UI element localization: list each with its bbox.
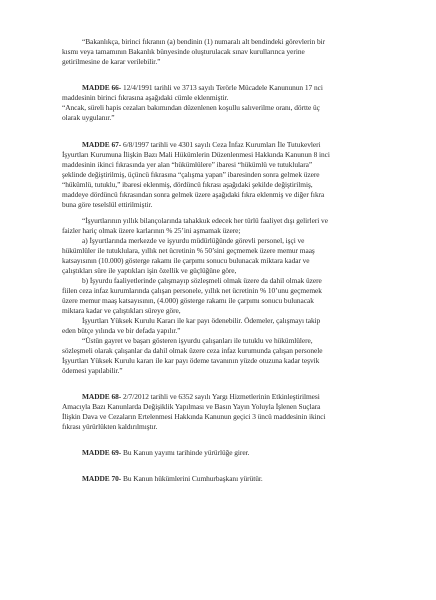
article-69-line	[82, 448, 249, 457]
text-line: üzere memur maaş katsayısının, (4.000) gösterge rakamı ile çarpımı sonucu bulunacak	[62, 296, 314, 305]
text-line: Bu Kanun hükümlerini Cumhurbaşkanı yürütür.	[121, 474, 263, 483]
text-line: katsayısının (10.000) gösterge rakamı ile çarpımı sonucu bulunacak miktara kadar ve	[62, 256, 310, 265]
text-line: İşyurtları Kurumuna İlişkin Bazı Mali Hükümlerin Düzenlenmesi Hakkında Kanunun 8 inci	[62, 150, 330, 159]
text-line: 2/7/2012 tarihli ve 6352 sayılı Yargı Hizmetlerinin Etkinleştirilmesi	[121, 392, 320, 401]
text-line: 6/8/1997 tarihli ve 4301 sayılı Ceza İnfaz Kurumları İle Tutukevleri	[121, 140, 321, 149]
text-line: çalıştıkları süre ile yaptıkları işin özellik ve güçlüğüne göre,	[62, 266, 237, 275]
text-line: eden bütçe yılında ve bir defada yapılır.”	[62, 326, 181, 335]
text-line: fıkrası yürürlükten kaldırılmıştır.	[62, 422, 158, 431]
article-66-line	[82, 83, 323, 92]
article-68-line	[82, 392, 320, 401]
article-70-heading: MADDE 70-	[82, 474, 122, 483]
text-line: “Üstün gayret ve başarı gösteren işyurdu çalışanları ile tutuklu ve hükümlülere,	[82, 336, 313, 345]
article-70-line	[82, 474, 263, 483]
text-line: Bu Kanun yayımı tarihinde yürürlüğe girer.	[121, 448, 250, 457]
text-line: faizler hariç olmak üzere karlarının % 25’ini aşmamak üzere;	[62, 226, 241, 235]
text-line: maddesinin ikinci fıkrasında yer alan “hükümlülere” ibaresi “hükümlü ve tutuklulara”	[62, 160, 313, 169]
text-line: şeklinde değiştirilmiş, üçüncü fıkrasına “çalışma yapan” ibaresinden sonra gelmek üzere	[62, 170, 320, 179]
text-line: fiilen ceza infaz kurumlarında çalışan personele, yıllık net ücretinin % 10’unu geçmemek	[62, 286, 322, 295]
text-line: hükümlüler ile tutuklulara, yıllık net ücretinin % 50’sini geçmemek üzere memur maaş	[62, 246, 315, 255]
article-67-heading: MADDE 67-	[82, 140, 122, 149]
text-line: İlişkin Dava ve Cezaların Ertelenmesi Hakkında Kanunun geçici 3 üncü maddesinin ikinci	[62, 412, 326, 421]
text-line: Amacıyla Bazı Kanunlarda Değişiklik Yapılması ve Basın Yayın Yoluyla İşlenen Suçlara	[62, 402, 321, 411]
article-67-line	[82, 140, 321, 149]
text-line: buna göre teselslül ettirilmiştir.	[62, 200, 153, 209]
text-line: İşyurtları Yüksek Kurulu Kararı ile kar payı ödenebilir. Ödemeler, çalışmayı takip	[82, 316, 321, 325]
text-line: “hükümlü, tutuklu,” ibaresi eklenmiş, dördüncü fıkrası aşağıdaki şekilde değiştirilmiş,	[62, 180, 313, 189]
text-line: olarak uygulanır.”	[62, 113, 115, 122]
text-line: maddeye dördüncü fıkrasından sonra gelmek üzere aşağıdaki fıkra eklenmiş ve diğer fıkra	[62, 190, 325, 199]
text-line: maddesinin birinci fıkrasına aşağıdaki cümle eklenmiştir.	[62, 93, 229, 102]
text-line: a) İşyurtlarında merkezde ve işyurdu müdürlüğünde görevli personel, işçi ve	[82, 236, 305, 245]
text-line: ödemesi yapılabilir.”	[62, 366, 123, 375]
text-line: “İşyurtlarının yıllık bilançolarında tahakkuk edecek her türlü faaliyet dışı gelirleri ve	[82, 216, 328, 225]
text-line: “Bakanlıkça, birinci fıkranın (a) bendinin (1) numaralı alt bendindeki görevlerin bir	[82, 37, 326, 46]
text-line: b) İşyurdu faaliyetlerinde çalışmayıp sözleşmeli olmak üzere da dahil olmak üzere	[82, 276, 322, 285]
article-68-heading: MADDE 68-	[82, 392, 122, 401]
text-line: miktara kadar ve çalıştıkları süreye göre,	[62, 306, 181, 315]
article-69-heading: MADDE 69-	[82, 448, 122, 457]
text-line: kısmı veya tamamının Bakanlık bünyesinde oluşturulacak sınav kurullarınca yerine	[62, 47, 305, 56]
text-line: “Ancak, süreli hapis cezaları bakımından düzenlenen koşullu salıverilme oranı, dörtte üç	[62, 103, 320, 112]
article-66-heading: MADDE 66-	[82, 83, 122, 92]
text-line: İşyurtları Yüksek Kurulu kararı ile kar payı ödeme tavanının yüzde otuzuna kadar teşvik	[62, 356, 320, 365]
text-line: sözleşmeli olarak çalışanlar da dahil olmak üzere ceza infaz kurumunda çalışan personele	[62, 346, 323, 355]
text-line: 12/4/1991 tarihli ve 3713 sayılı Terörle Mücadele Kanununun 17 nci	[121, 83, 323, 92]
text-line: getirilmesine de karar verilebilir.”	[62, 57, 161, 66]
